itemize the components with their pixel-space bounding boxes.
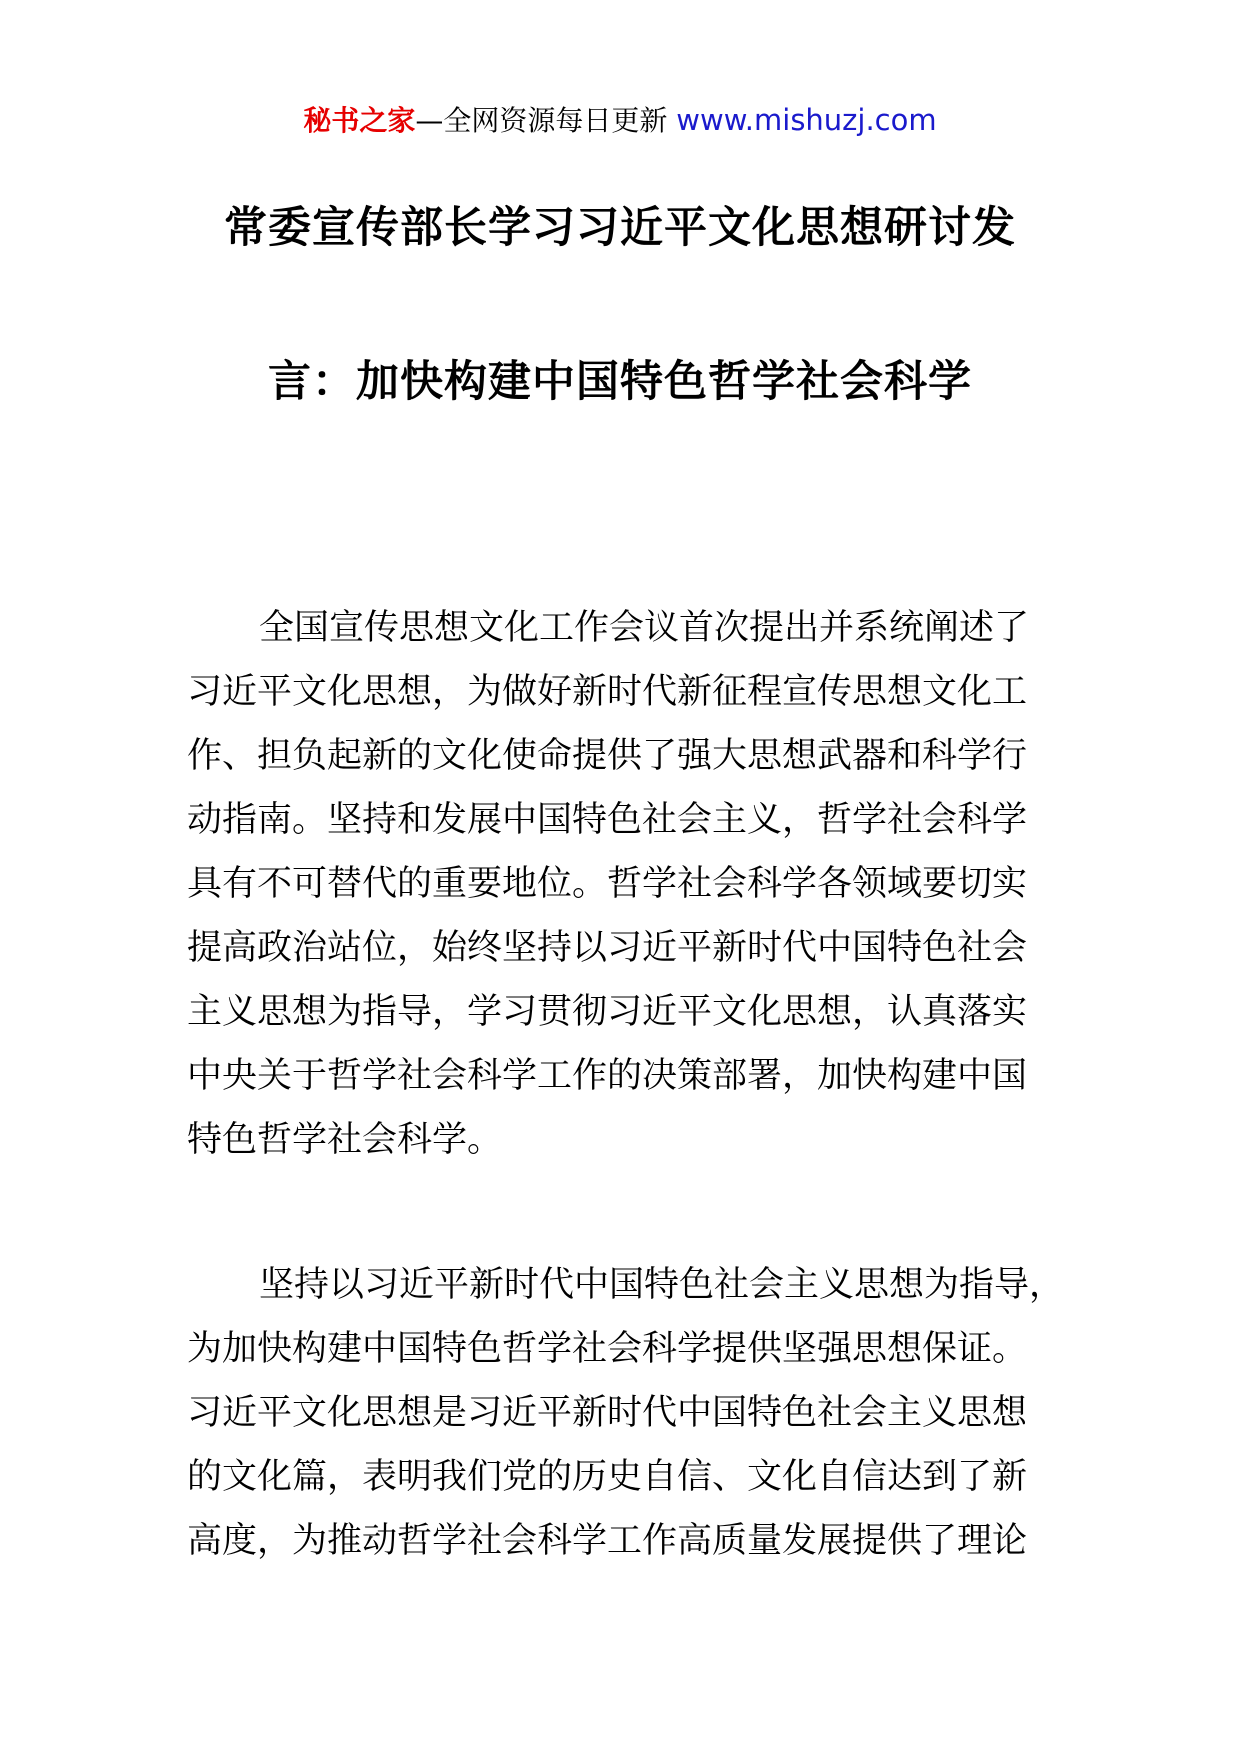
document-title-line-1: 常委宣传部长学习习近平文化思想研讨发 bbox=[224, 203, 1016, 253]
site-header bbox=[0, 100, 1240, 141]
paragraph-2 bbox=[187, 1253, 1065, 1573]
paragraph-line: 的文化篇，表明我们党的历史自信、文化自信达到了新 bbox=[187, 1457, 1028, 1497]
site-name: 秘书之家 bbox=[303, 104, 416, 137]
paragraph-line: 为加快构建中国特色哲学社会科学提供坚强思想保证。 bbox=[187, 1329, 1028, 1369]
site-tagline: —全网资源每日更新 bbox=[415, 104, 668, 137]
paragraph-line: 作、担负起新的文化使命提供了强大思想武器和科学行 bbox=[187, 736, 1028, 776]
paragraph-line: 提高政治站位，始终坚持以习近平新时代中国特色社会 bbox=[187, 928, 1028, 968]
paragraph-line: 习近平文化思想是习近平新时代中国特色社会主义思想 bbox=[187, 1393, 1028, 1433]
paragraph-line: 中央关于哲学社会科学工作的决策部署，加快构建中国 bbox=[187, 1056, 1028, 1096]
paragraph-line: 具有不可替代的重要地位。哲学社会科学各领域要切实 bbox=[187, 864, 1028, 904]
paragraph-1 bbox=[187, 596, 1057, 1172]
paragraph-line: 特色哲学社会科学。 bbox=[187, 1120, 503, 1160]
paragraph-line: 动指南。坚持和发展中国特色社会主义，哲学社会科学 bbox=[187, 800, 1028, 840]
paragraph-line: 习近平文化思想，为做好新时代新征程宣传思想文化工 bbox=[187, 672, 1028, 712]
document-title-line-2: 言：加快构建中国特色哲学社会科学 bbox=[268, 357, 972, 407]
paragraph-line: 高度，为推动哲学社会科学工作高质量发展提供了理论 bbox=[187, 1521, 1028, 1561]
paragraph-line: 主义思想为指导，学习贯彻习近平文化思想，认真落实 bbox=[187, 992, 1028, 1032]
paragraph-line: 坚持以习近平新时代中国特色社会主义思想为指导， bbox=[259, 1265, 1065, 1305]
site-url-link[interactable]: www.mishuzj.com bbox=[676, 103, 937, 137]
paragraph-line: 全国宣传思想文化工作会议首次提出并系统阐述了 bbox=[259, 608, 1030, 648]
